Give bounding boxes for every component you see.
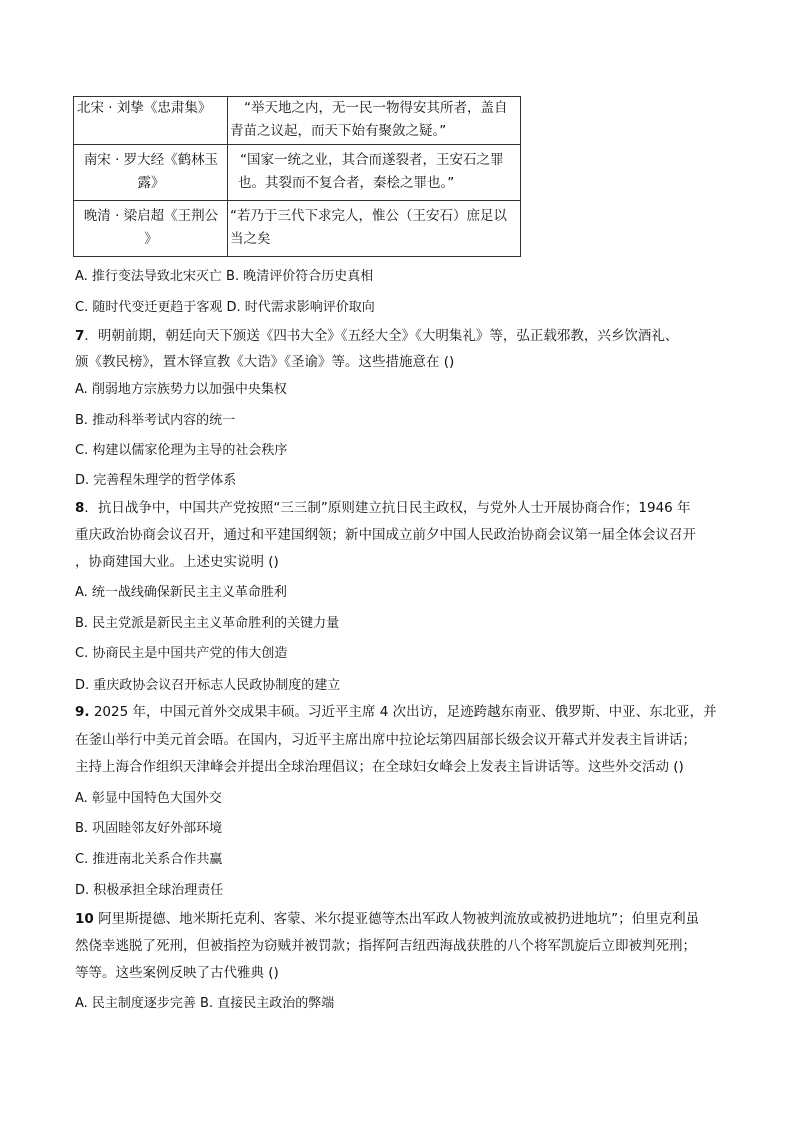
q8-stem-line-3: ，协商建国大业。上述史实说明 () [75, 554, 279, 570]
q9-stem-line-1 [75, 703, 725, 721]
quote-line: “举天地之内，无一民一物得安其所者，盖自 [244, 100, 508, 116]
q10-stem-line-1 [75, 910, 725, 928]
source-line: 南宋 · 罗大经《鹤林玉 [83, 152, 219, 168]
table-quote-cell [228, 145, 521, 201]
table-row [74, 97, 521, 145]
q9-stem-text: 2025 年，中国元首外交成果丰硕。习近平主席 4 次出访，足迹跨越东南亚、俄罗斯、中亚、东北亚，并 [89, 704, 717, 720]
q7-option-c: C. 构建以儒家伦理为主导的社会秩序 [75, 443, 288, 458]
q9-option-a: A. 彰显中国特色大国外交 [75, 791, 222, 806]
source-line: 晚清 · 梁启超《王荆公 [83, 208, 219, 224]
table-source-cell [74, 201, 228, 257]
q8-option-a: A. 统一战线确保新民主主义革命胜利 [75, 585, 287, 600]
source-text: 北宋 · 刘挚《忠肃集》 [77, 100, 212, 116]
question-number: 8 [75, 500, 85, 516]
question-number: 9. [75, 704, 90, 720]
q9-option-c: C. 推进南北关系合作共赢 [75, 852, 223, 867]
q6-options-line-1: A. 推行变法导致北宋灭亡 B. 晚清评价符合历史真相 [75, 269, 374, 284]
table-source-cell [74, 145, 228, 201]
question-number: 10 [75, 911, 94, 927]
q7-stem-line-1 [75, 327, 725, 345]
q9-option-b: B. 巩固睦邻友好外部环境 [75, 821, 223, 836]
q8-option-d: D. 重庆政协会议召开标志人民政协制度的建立 [75, 678, 341, 693]
table-row [74, 201, 521, 257]
q9-stem-line-2: 在釜山举行中美元首会晤。在国内，习近平主席出席中拉论坛第四届部长级会议开幕式并发表主旨讲话； [75, 732, 696, 748]
quote-line: “若乃于三代下求完人，惟公（王安石）庶足以 [230, 208, 507, 224]
q7-option-b: B. 推动科举考试内容的统一 [75, 413, 236, 428]
q10-stem-line-2: 然侥幸逃脱了死刑，但被指控为窃贼并被罚款；指挥阿吉纽西海战获胜的八个将军凯旋后立即被判死刑； [75, 938, 696, 954]
quote-line: “国家一统之业，其合而遂裂者，王安石之罪 [240, 152, 504, 168]
q10-stem-line-3: 等等。这些案例反映了古代雅典 () [75, 965, 279, 981]
q9-option-d: D. 积极承担全球治理责任 [75, 883, 224, 898]
q9-stem-line-3: 主持上海合作组织天津峰会并提出全球治理倡议；在全球妇女峰会上发表主旨讲话等。这些外交活动 () [75, 759, 684, 775]
table-row [74, 145, 521, 201]
table-quote-cell [228, 201, 521, 257]
q7-option-a: A. 削弱地方宗族势力以加强中央集权 [75, 382, 287, 397]
historical-evaluation-table [73, 96, 521, 257]
q10-stem-text: 阿里斯提德、地米斯托克利、客蒙、米尔提亚德等杰出军政人物被判流放或被扔进地坑”；伯里克利虽 [93, 911, 700, 927]
quote-line: 当之矣 [230, 231, 271, 247]
quote-line: 青苗之议起，而天下始有聚敛之疑。” [230, 123, 447, 139]
q8-stem-line-2: 重庆政治协商会议召开，通过和平建国纲领；新中国成立前夕中国人民政治协商会议第一届全体会议召开 [75, 527, 696, 543]
q7-stem-text: ．明朝前期，朝廷向天下颁送《四书大全》《五经大全》《大明集礼》等，弘正载邪教，兴乡饮酒礼、 [84, 328, 679, 344]
q6-options-line-2: C. 随时代变迁更趋于客观 D. 时代需求影响评价取向 [75, 300, 375, 315]
question-number: 7 [75, 328, 85, 344]
quote-line: 也。其裂而不复合者，秦桧之罪也。” [238, 175, 455, 191]
table-quote-cell [228, 97, 521, 145]
q7-stem-line-2: 颁《教民榜》，置木铎宣教《大诰》《圣谕》等。这些措施意在 () [75, 354, 455, 370]
table-source-cell [74, 97, 228, 145]
q7-option-d: D. 完善程朱理学的哲学体系 [75, 473, 237, 488]
q8-option-b: B. 民主党派是新民主主义革命胜利的关键力量 [75, 616, 340, 631]
source-line: 露》 [137, 175, 165, 191]
q8-option-c: C. 协商民主是中国共产党的伟大创造 [75, 646, 288, 661]
q10-options-line: A. 民主制度逐步完善 B. 直接民主政治的弊端 [75, 996, 335, 1011]
q8-stem-text: ．抗日战争中，中国共产党按照“三三制”原则建立抗日民主政权，与党外人士开展协商合作；1946 年 [84, 500, 691, 516]
source-line: 》 [144, 231, 158, 247]
q8-stem-line-1 [75, 499, 725, 517]
